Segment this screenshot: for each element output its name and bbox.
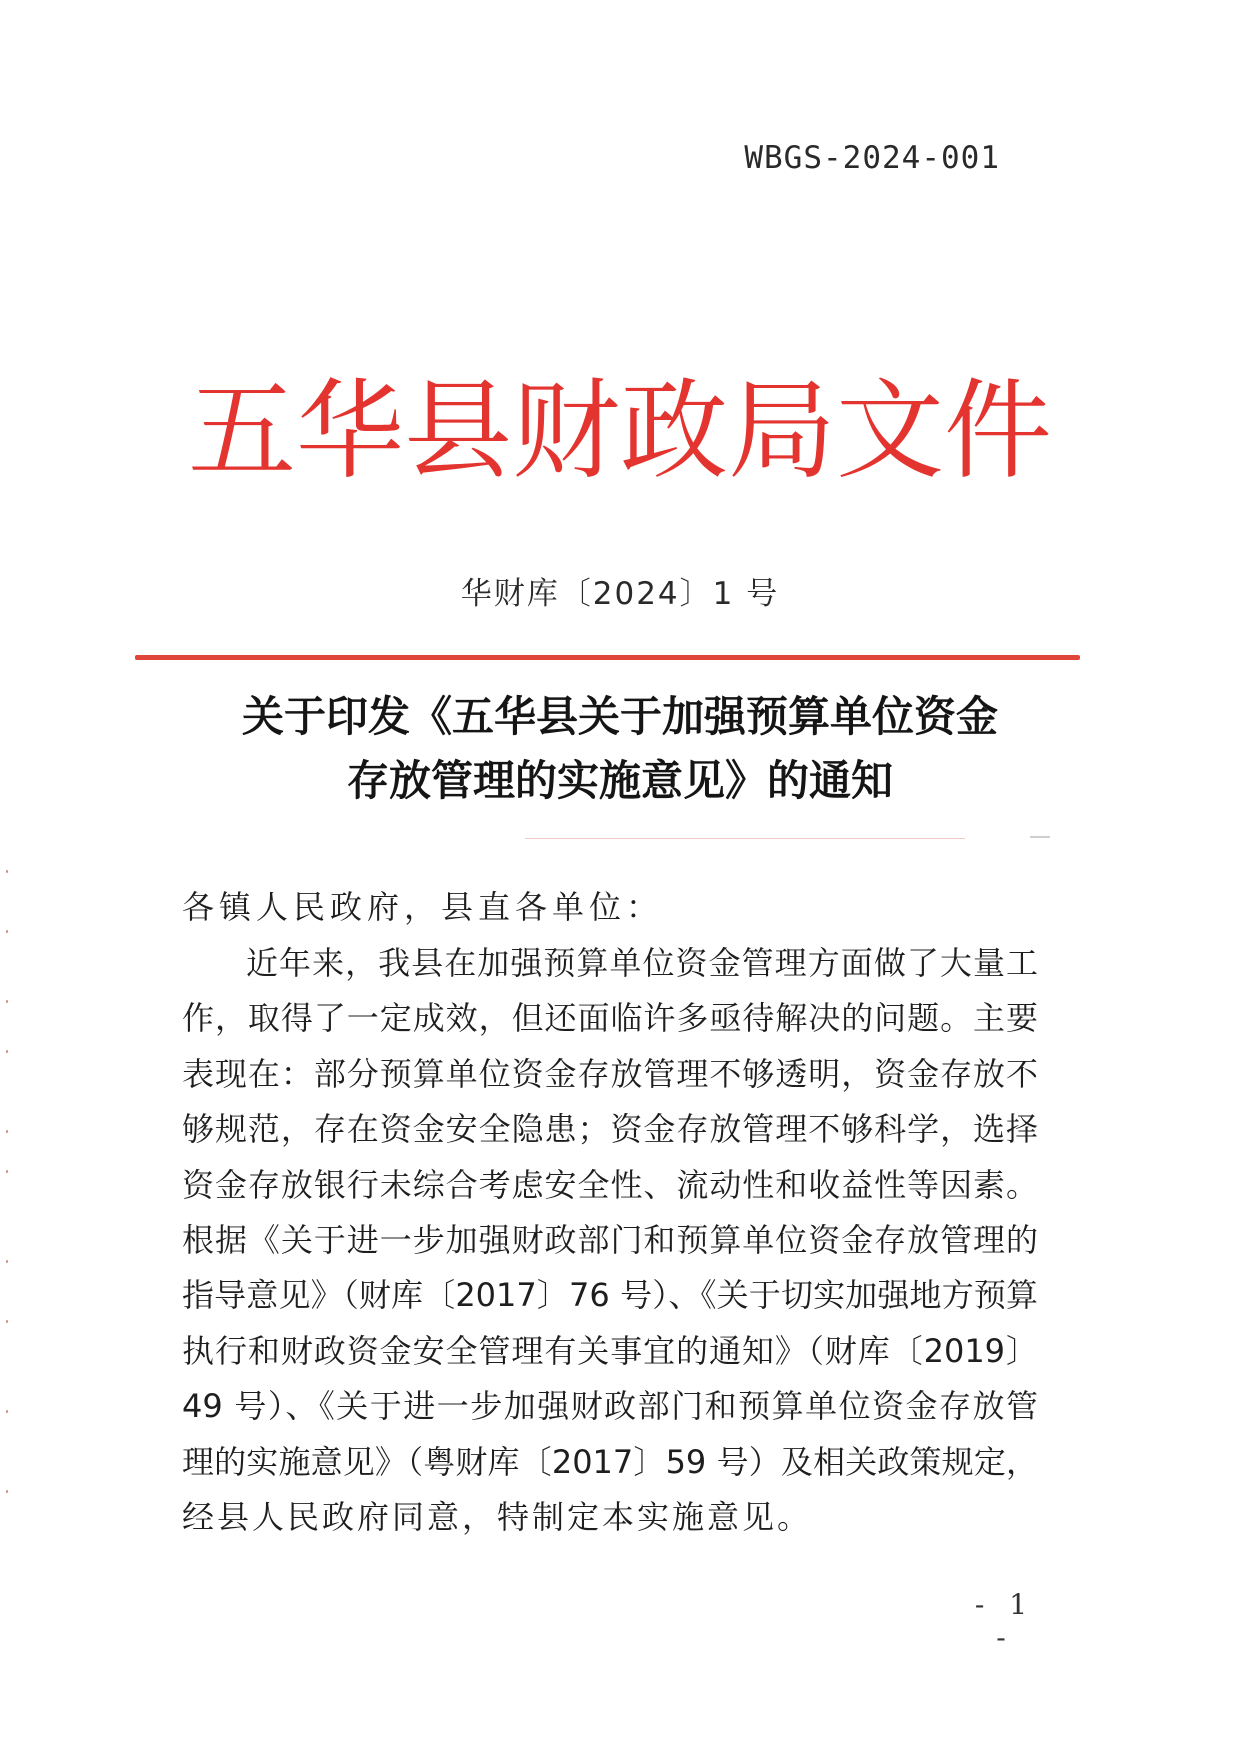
paragraph-line: 理的实施意见》（粤财库〔2017〕59 号）及相关政策规定， [182, 1442, 1038, 1481]
binding-dot [6, 1490, 8, 1493]
paragraph-line: 执行和财政资金安全管理有关事宜的通知》（财库〔2019〕 [182, 1331, 1038, 1370]
notice-title-line: 关于印发《五华县关于加强预算单位资金 [241, 692, 998, 741]
paragraph-line: 指导意见》（财库〔2017〕76 号）、《关于切实加强地方预算 [182, 1276, 1038, 1315]
red-separator-rule [135, 655, 1080, 660]
notice-title-line: 存放管理的实施意见》的通知 [346, 756, 893, 805]
paragraph-line: 近年来，我县在加强预算单位资金管理方面做了大量工 [246, 944, 1038, 982]
paragraph-line: 作，取得了一定成效，但还面临许多亟待解决的问题。主要 [182, 999, 1038, 1038]
faint-mark [1030, 836, 1050, 838]
document-number: 华财库〔2024〕1 号 [460, 576, 780, 612]
paragraph-line: 资金存放银行未综合考虑安全性、流动性和收益性等因素。 [182, 1165, 1038, 1204]
binding-dot [6, 1260, 8, 1263]
paragraph-line: 根据《关于进一步加强财政部门和预算单位资金存放管理的 [182, 1220, 1038, 1259]
notice-title [150, 685, 1090, 813]
binding-dots [6, 850, 12, 1550]
faint-rule [525, 838, 965, 839]
paragraph-line: 经县人民政府同意，特制定本实施意见。 [182, 1497, 813, 1536]
document-code: WBGS-2024-001 [744, 140, 1000, 176]
paragraph-line: 表现在：部分预算单位资金存放管理不够透明，资金存放不 [182, 1054, 1038, 1093]
body-paragraph [182, 936, 1038, 1545]
binding-dot [6, 1170, 8, 1173]
paragraph-line: 够规范，存在资金安全隐患；资金存放管理不够科学，选择 [182, 1110, 1038, 1149]
binding-dot [6, 1410, 8, 1413]
binding-dot [6, 1320, 8, 1323]
binding-dot [6, 1130, 8, 1133]
salutation: 各镇人民政府，县直各单位： [182, 888, 664, 926]
binding-dot [6, 870, 8, 873]
binding-dot [6, 1000, 8, 1003]
paragraph-line: 49 号）、《关于进一步加强财政部门和预算单位资金存放管 [182, 1387, 1038, 1426]
issuer-title: 五华县财政局文件 [187, 369, 1052, 494]
page-number: - 1 - [974, 1588, 1036, 1654]
binding-dot [6, 930, 8, 933]
binding-dot [6, 1050, 8, 1053]
